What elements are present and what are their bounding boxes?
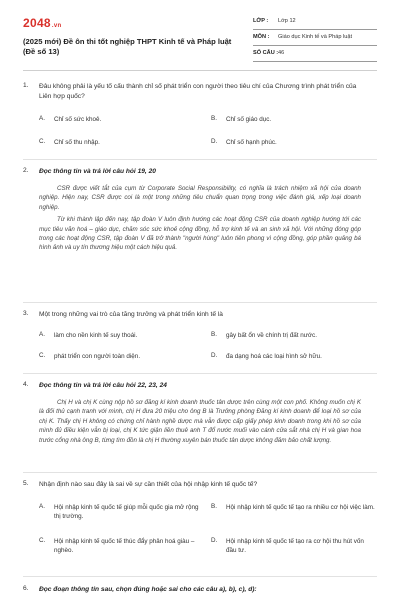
question-number: 4. [23, 381, 29, 388]
option-letter: C. [39, 537, 46, 544]
option-letter: B. [211, 331, 217, 338]
meta-row-subject [253, 30, 377, 46]
question-number: 1. [23, 82, 29, 89]
meta-key: LỚP : [253, 18, 269, 24]
document-header [23, 14, 377, 62]
option-text: Hội nhập kinh tế quốc tế tạo ra cơ hội thu hút vốn đầu tư. [226, 538, 364, 555]
meta-key: MÔN : [253, 34, 270, 40]
exam-meta-table [253, 14, 377, 62]
option-letter: A. [39, 331, 45, 338]
meta-value: Giáo dục Kinh tế và Pháp luật [278, 34, 353, 40]
option-text: gây bất ổn về chính trị đất nước. [226, 332, 317, 339]
option-letter: B. [211, 503, 217, 510]
passage-paragraph: Từ khi thành lập đến nay, tập đoàn V luôn định hướng các hoạt động CSR của doanh nghiệp hướng tới các mục tiêu văn hoá – giáo dục, chăm sóc sức khoẻ cộng đồng, hỗ trợ kinh tế và an sinh xã hội. Với những đóng góp trong các hoạt động CSR, tập đoàn V đã trở thành "người hùng" luôn tiên phong vì cộng đồng, góp phần quảng bá hình ảnh và uy tín thương hiệu một cách hiệu quả. [39, 216, 361, 252]
option-text: Hội nhập kinh tế quốc tế thúc đẩy phân hoá giàu – nghèo. [54, 538, 195, 555]
question-text: Đọc thông tin và trả lời câu hỏi 19, 20 [39, 168, 156, 175]
option-letter: C. [39, 352, 46, 359]
question-number: 5. [23, 480, 29, 487]
option-text: Chỉ số giáo dục. [226, 116, 272, 123]
site-logo[interactable] [23, 16, 61, 30]
meta-row-count [253, 46, 377, 62]
question-divider [23, 159, 377, 160]
question-divider [23, 302, 377, 303]
question-text: Một trong những vai trò của tăng trưởng và phát triển kinh tế là [39, 311, 223, 318]
option-text: đa dạng hoá các loại hình sở hữu. [226, 353, 322, 360]
option-letter: A. [39, 115, 45, 122]
question-number: 2. [23, 167, 29, 174]
option-letter: B. [211, 115, 217, 122]
option-text: Chỉ số thu nhập. [54, 139, 100, 146]
option-text: Chỉ số hạnh phúc. [226, 139, 277, 146]
reading-passage [39, 184, 361, 256]
question-divider [23, 373, 377, 374]
logo-main: 2048 [23, 16, 51, 30]
meta-key: SỐ CÂU : [253, 50, 279, 56]
passage-paragraph: Chị H và chị K cùng nộp hồ sơ đăng kí kinh doanh thuốc tân dược trên cùng một con phố. Không muốn chị K là đối thủ cạnh tranh với mình, chị H đưa 20 triệu cho ông B là Trưởng phòng Đăng kí kinh doanh để loại hồ sơ của chị K. Thấy chị H không có chứng chỉ hành nghề dược mà vẫn được cấp giấy phép kinh doanh trong khi hồ sơ của mình đủ điều kiện vẫn bị loại, chị K tức giận liền thuê anh T đổ nước muối vào cánh cửa sắt nhà chị H và gian hoa trước cổng nhà ông B, từng tìm đồn là chị H thường xuyên bán thuốc tân dược không đảm bảo chất lượng. [39, 399, 361, 444]
option-letter: A. [39, 503, 45, 510]
option-letter: D. [211, 138, 218, 145]
meta-value: 46 [278, 50, 285, 56]
meta-row-class [253, 14, 377, 30]
option-letter: C. [39, 138, 46, 145]
question-text: Đọc đoạn thông tin sau, chọn đúng hoặc sai cho các câu a), b), c), d): [39, 586, 257, 593]
option-text: làm cho nền kinh tế suy thoái. [54, 332, 138, 339]
question-number: 6. [23, 585, 29, 592]
question-text: Đâu không phải là yếu tố cấu thành chỉ số phát triển con người theo tiêu chí của Chương trình phát triển của Liên hợp quốc? [39, 83, 357, 100]
option-text: phát triển con người toàn diện. [54, 353, 141, 360]
question-divider [23, 576, 377, 577]
header-divider [23, 70, 377, 71]
meta-value: Lớp 12 [278, 18, 296, 24]
option-text: Hội nhập kinh tế quốc tế giúp mỗi quốc gia mở rộng thị trường. [54, 504, 199, 521]
reading-passage [39, 398, 361, 448]
question-text: Đọc thông tin và trả lời câu hỏi 22, 23, 24 [39, 382, 167, 389]
logo-suffix: .vn [51, 23, 62, 29]
option-text: Hội nhập kinh tế quốc tế tạo ra nhiều cơ hội việc làm. [226, 504, 375, 511]
question-text: Nhận định nào sau đây là sai về sự cần thiết của hội nhập kinh tế quốc tế? [39, 481, 258, 488]
option-text: Chỉ số sức khoẻ. [54, 116, 102, 123]
question-number: 3. [23, 310, 29, 317]
option-letter: D. [211, 537, 218, 544]
passage-paragraph: CSR được viết tắt của cụm từ Corporate Social Responsibility, có nghĩa là trách nhiệm xã hội của doanh nghiệp. Hiện nay, CSR được coi là một trong những tiêu chuẩn quan trọng trong việc đánh giá, xếp loại doanh nghiệp. [39, 185, 361, 211]
option-letter: D. [211, 352, 218, 359]
question-divider [23, 472, 377, 473]
exam-title: (2025 mới) Đề ôn thi tốt nghiệp THPT Kinh tế và Pháp luật (Đề số 13) [23, 37, 232, 56]
